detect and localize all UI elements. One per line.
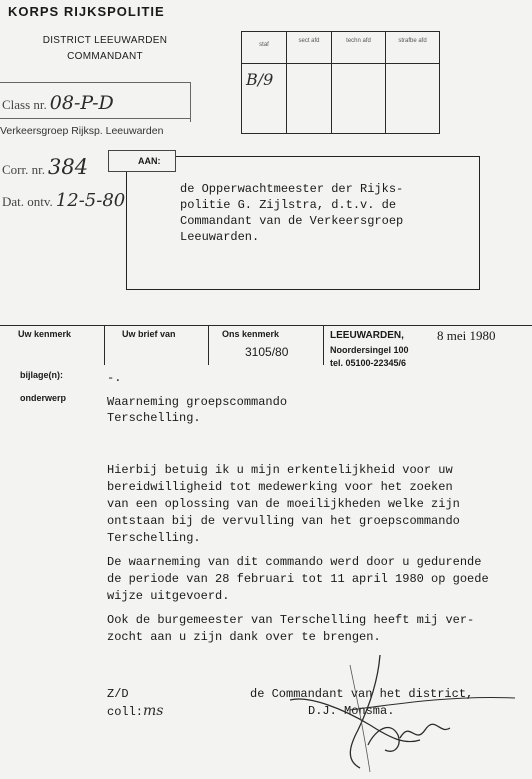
address-line-4: Leeuwarden.: [180, 230, 260, 244]
coll-initials: ms: [143, 703, 164, 719]
uw-brief-label: Uw brief van: [122, 329, 176, 339]
address-line-1: de Opperwachtmeester der Rijks-: [180, 182, 404, 196]
para2-line-1: De waarneming van dit commando werd door u gedurende: [107, 555, 482, 569]
para1-line-2: bereidwilligheid tot medewerking voor het zoeken: [107, 480, 453, 494]
org-name: KORPS RIJKSPOLITIE: [8, 4, 165, 19]
stamp-group-line: Verkeersgroep Rijksp. Leeuwarden: [0, 125, 164, 137]
date-received-value: 12-5-80: [55, 190, 126, 211]
coll-label: coll:: [107, 705, 144, 719]
para1-line-1: Hierbij betuig ik u mijn erkentelijkheid voor uw: [107, 463, 453, 477]
onderwerp-line-1: Waarneming groepscommando: [107, 395, 288, 409]
class-nr: [2, 92, 114, 114]
para1-line-5: Terschelling.: [107, 531, 201, 545]
routing-col-sect: sect afd: [298, 38, 320, 44]
bijlage-value: -.: [107, 371, 122, 385]
para3-line-1: Ook de burgemeester van Terschelling heeft mij ver-: [107, 613, 475, 627]
class-nr-label: Class nr.: [2, 97, 47, 112]
corr-nr-label: Corr. nr.: [2, 162, 45, 177]
routing-col-techn: techn afd: [346, 38, 371, 44]
corr-nr: [2, 155, 88, 179]
corr-nr-value: 384: [47, 155, 89, 179]
closing-line: de Commandant van het district,: [250, 687, 474, 701]
para2-line-2: de periode van 28 februari tot 11 april 1980 op goede: [107, 572, 489, 586]
address-line-2: politie G. Zijlstra, d.t.v. de: [180, 198, 397, 212]
onderwerp-line-2: Terschelling.: [107, 411, 201, 425]
para1-line-4: ontstaan bij de vervulling van het groepscommando: [107, 514, 460, 528]
coll-line: [107, 703, 163, 720]
letter-date: 8 mei 1980: [437, 328, 496, 343]
class-nr-value: 08-P-D: [49, 92, 114, 114]
routing-col-staf: staf: [259, 42, 269, 48]
date-received: [2, 190, 125, 211]
district-name: DISTRICT LEEUWARDEN: [42, 35, 168, 46]
address-label: AAN:: [138, 156, 161, 166]
handwritten-signature: [250, 650, 520, 775]
onderwerp-label: onderwerp: [20, 393, 67, 403]
office-name: COMMANDANT: [67, 51, 143, 62]
date-received-label: Dat. ontv.: [2, 194, 53, 209]
routing-mark: B/9: [246, 70, 274, 89]
para1-line-3: van een oplossing van de moeilijkheden welke zijn: [107, 497, 460, 511]
signer-name: D.J. Monsma.: [308, 704, 395, 718]
telephone: tel. 05100-22345/6: [330, 358, 407, 368]
address-line-3: Commandant van de Verkeersgroep: [180, 214, 404, 228]
para2-line-3: wijze uitgevoerd.: [107, 589, 230, 603]
zd-mark: Z/D: [107, 687, 129, 701]
ons-kenmerk-label: Ons kenmerk: [222, 329, 280, 339]
uw-kenmerk-label: Uw kenmerk: [18, 329, 72, 339]
street-address: Noordersingel 100: [330, 345, 409, 355]
place: LEEUWARDEN,: [330, 330, 404, 341]
ons-kenmerk-value: 3105/80: [245, 345, 289, 359]
bijlage-label: bijlage(n):: [20, 370, 63, 380]
para3-line-2: zocht aan u zijn dank over te brengen.: [107, 630, 381, 644]
routing-col-strafbe: strafbe afd: [398, 38, 427, 44]
